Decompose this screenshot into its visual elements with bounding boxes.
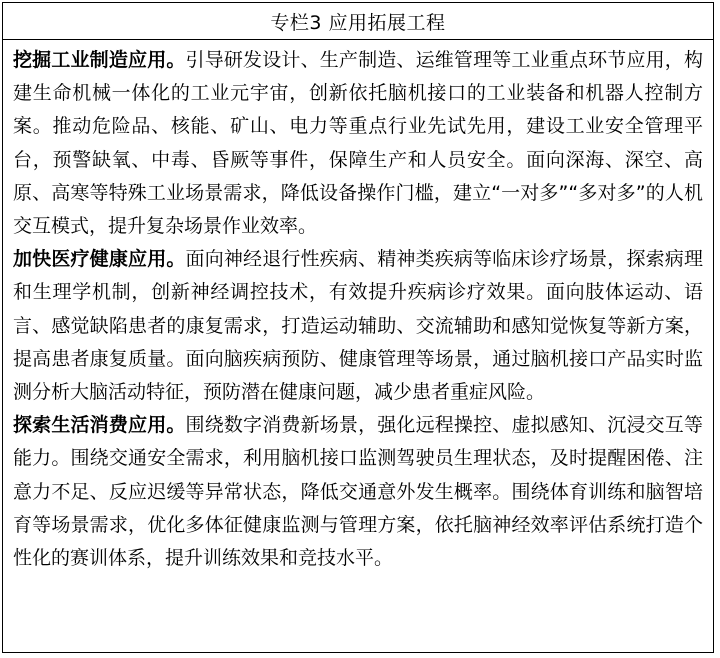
- section-industrial: [13, 44, 703, 243]
- section-lead: 挖掘工业制造应用。: [13, 49, 186, 71]
- section-text: 面向神经退行性疾病、精神类疾病等临床诊疗场景，探索病理和生理学机制，创新神经调控技术，有效提升疾病诊疗效果。面向肢体运动、语言、感觉缺陷患者的康复需求，打造运动辅助、交流辅助和感知觉恢复等新方案，提高患者康复质量。面向脑疾病预防、健康管理等场景，通过脑机接口产品实时监测分析大脑活动特征，预防潜在健康问题，减少患者重症风险。: [13, 248, 703, 404]
- section-lead: 加快医疗健康应用。: [13, 248, 186, 271]
- section-consumer: [13, 409, 703, 575]
- box-title: 专栏3 应用拓展工程: [3, 3, 713, 40]
- feature-box: [2, 2, 714, 653]
- section-text: 引导研发设计、生产制造、运维管理等工业重点环节应用，构建生命机械一体化的工业元宇宙，创新依托脑机接口的工业装备和机器人控制方案。推动危险品、核能、矿山、电力等重点行业先试先用，建设工业安全管理平台，预警缺氧、中毒、昏厥等事件，保障生产和人员安全。面向深海、深空、高原、高寒等特殊工业场景需求，降低设备操作门槛，建立“一对多”“多对多”的人机交互模式，提升复杂场景作业效率。: [13, 49, 703, 238]
- section-lead: 探索生活消费应用。: [13, 414, 186, 437]
- box-body: [3, 40, 713, 575]
- section-text: 围绕数字消费新场景，强化远程操控、虚拟感知、沉浸交互等能力。围绕交通安全需求，利用脑机接口监测驾驶员生理状态，及时提醒困倦、注意力不足、反应迟缓等异常状态，降低交通意外发生概率。围绕体育训练和脑智培育等场景需求，优化多体征健康监测与管理方案，依托脑神经效率评估系统打造个性化的赛训体系，提升训练效果和竞技水平。: [13, 414, 703, 570]
- section-medical: [13, 243, 703, 409]
